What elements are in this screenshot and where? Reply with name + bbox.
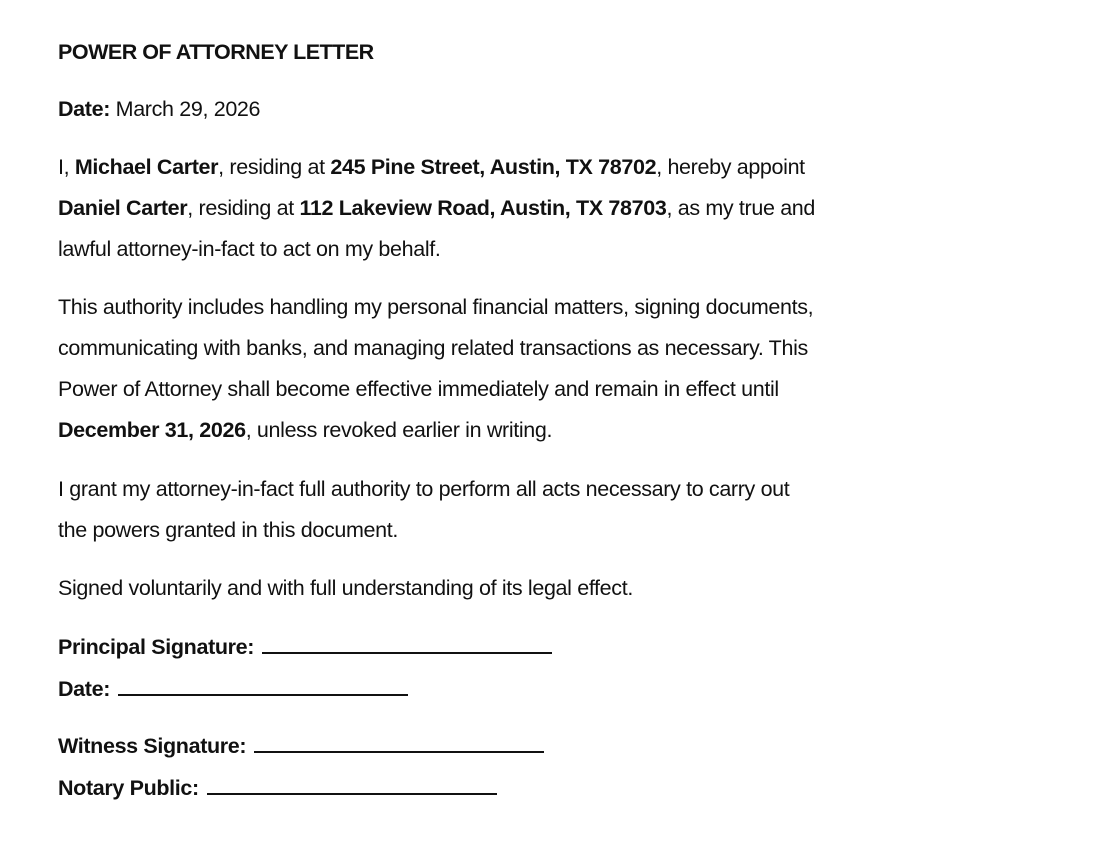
principal-signature-label: Principal Signature: — [58, 635, 255, 659]
paragraph-2-line-3: Power of Attorney shall become effective immediately and remain in effect until — [58, 377, 779, 401]
paragraph-2-line-2: communicating with banks, and managing related transactions as necessary. This — [58, 336, 808, 360]
paragraph-1-line-1 — [58, 155, 805, 180]
text: , residing at — [187, 196, 300, 220]
text: , as my true and — [666, 196, 816, 220]
paragraph-1-line-2 — [58, 196, 815, 221]
notary-public-label: Notary Public: — [58, 776, 199, 800]
notary-public-field[interactable] — [207, 775, 497, 795]
principal-signature-field[interactable] — [262, 634, 552, 654]
paragraph-4: Signed voluntarily and with full understanding of its legal effect. — [58, 576, 633, 600]
signature-date-row — [58, 676, 408, 702]
text: , unless revoked earlier in writing. — [245, 418, 553, 442]
principal-name: Michael Carter — [74, 155, 219, 179]
date-value: March 29, 2026 — [110, 97, 261, 121]
text: I, — [58, 155, 75, 179]
agent-name: Daniel Carter — [58, 196, 188, 220]
date-line — [58, 97, 260, 122]
paragraph-2-line-4 — [58, 418, 552, 443]
signature-date-label: Date: — [58, 677, 111, 701]
witness-signature-label: Witness Signature: — [58, 734, 247, 758]
principal-signature-row — [58, 634, 552, 660]
paragraph-3-line-2: the powers granted in this document. — [58, 518, 398, 542]
agent-address: 112 Lakeview Road, Austin, TX 78703 — [299, 196, 667, 220]
text: , hereby appoint — [656, 155, 805, 179]
document-title: POWER OF ATTORNEY LETTER — [58, 40, 374, 64]
principal-address: 245 Pine Street, Austin, TX 78702 — [330, 155, 657, 179]
notary-public-row — [58, 775, 497, 801]
witness-signature-field[interactable] — [254, 733, 544, 753]
paragraph-1-line-3: lawful attorney-in-fact to act on my behalf. — [58, 237, 441, 261]
witness-signature-row — [58, 733, 544, 759]
date-label: Date: — [58, 97, 111, 121]
paragraph-3-line-1: I grant my attorney-in-fact full authority to perform all acts necessary to carry out — [58, 477, 790, 501]
signature-date-field[interactable] — [118, 676, 408, 696]
text: , residing at — [218, 155, 331, 179]
paragraph-2-line-1: This authority includes handling my personal financial matters, signing documents, — [58, 295, 814, 319]
end-date: December 31, 2026 — [58, 418, 246, 442]
